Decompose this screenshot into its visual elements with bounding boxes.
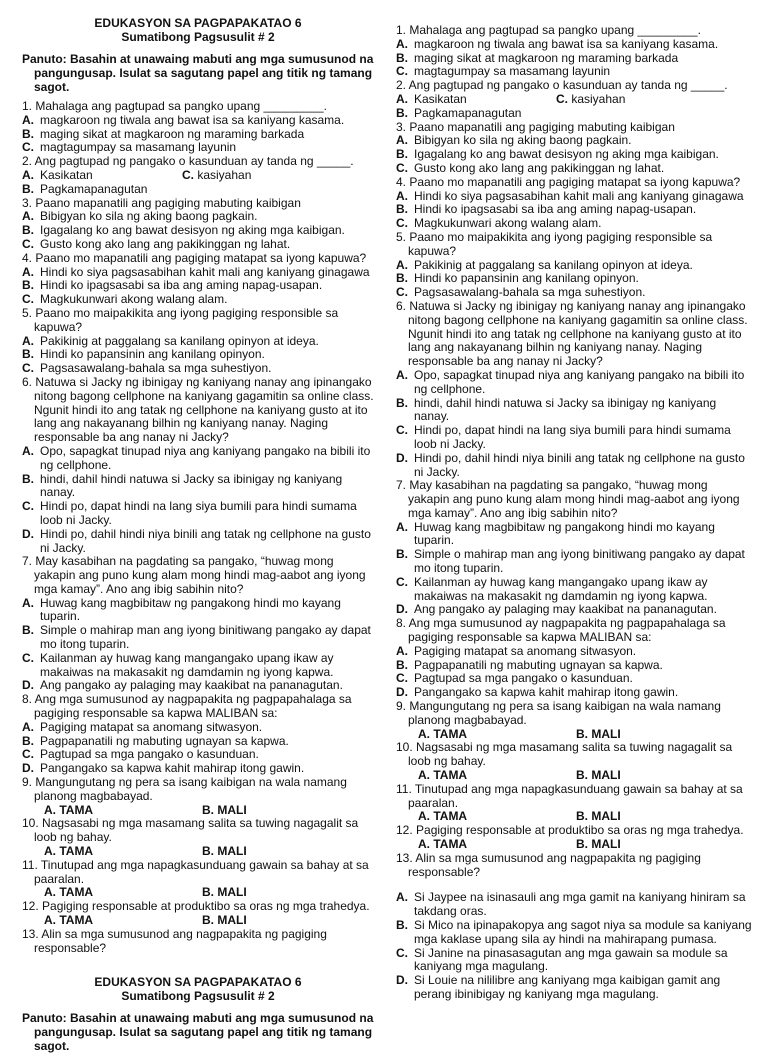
- option-b: B. Hindi ko ipagsasabi sa iba ang aming napag-usapan.: [396, 202, 697, 217]
- option-b: B. Pagkamapanagutan: [396, 105, 522, 120]
- question-1: 1. Mahalaga ang pagtupad sa pangko upang _________.: [396, 23, 701, 37]
- option-b: B. hindi, dahil hindi natuwa si Jacky sa ibinigay ng kaniyang nanay.: [396, 395, 717, 424]
- option-c: C. Si Janine na pinasasagutan ang mga gawain sa module sa kaniyang mga magulang.: [396, 945, 728, 974]
- option-b: B. Pagkamapanagutan: [22, 181, 148, 196]
- option-d: D. Hindi po, dahil hindi niya binili ang tatak ng cellphone na gusto ni Jacky.: [22, 526, 371, 555]
- option-row-a-c: A. Kasikatan C. kasiyahan: [22, 167, 252, 182]
- option-c: C. Hindi po, dapat hindi na lang siya bumili para hindi sumama loob ni Jacky.: [22, 499, 357, 527]
- exam-title: EDUKASYON SA PAGPAPAKATAO 6: [94, 16, 302, 30]
- option-b: B. Hindi ko ipagsasabi sa iba ang aming napag-usapan.: [22, 278, 323, 293]
- exam-subtitle: Sumatibong Pagsusulit # 2: [121, 30, 275, 44]
- option-c: C. Pagsasawalang-bahala sa mga suhestiyon.: [396, 285, 646, 300]
- question-2: 2. Ang pagtupad ng pangako o kasunduan ay tanda ng _____.: [396, 78, 728, 93]
- question-12: 12. Pagiging responsable at produktibo sa oras ng mga trahedya.: [22, 899, 370, 914]
- option-d: D. Ang pangako ay palaging may kaakibat na pananagutan.: [22, 678, 343, 693]
- question-11: 11. Tinutupad ang mga napagkasunduang gawain sa bahay at sa paaralan.: [396, 781, 743, 810]
- question-5: 5. Paano mo maipakikita ang iyong pagiging responsible sa kapuwa?: [396, 229, 713, 258]
- option-d: D. Ang pangako ay palaging may kaakibat na pananagutan.: [396, 602, 717, 617]
- question-1: 1. Mahalaga ang pagtupad sa pangko upang _________.: [22, 99, 327, 113]
- question-2: 2. Ang pagtupad ng pangako o kasunduan ay tanda ng _____.: [22, 154, 354, 169]
- option-d: D. Pangangako sa kapwa kahit mahirap itong gawin.: [396, 685, 679, 700]
- option-a: A. Pagiging matapat sa anomang sitwasyon.: [396, 643, 637, 658]
- option-a: A. Pakikinig at paggalang sa kanilang opinyon at ideya.: [22, 333, 319, 348]
- option-c: C. magtagumpay sa masamang layunin: [22, 140, 237, 155]
- option-a: A. Opo, sapagkat tinupad niya ang kaniyang pangako na bibili ito ng cellphone.: [396, 367, 745, 396]
- question-4: 4. Paano mo mapanatili ang pagiging matapat sa iyong kapuwa?: [22, 250, 367, 265]
- true-false-options: A. TAMA B. MALI: [44, 844, 247, 859]
- question-11: 11. Tinutupad ang mga napagkasunduang gawain sa bahay at sa paaralan.: [22, 857, 369, 886]
- option-b: B. Simple o mahirap man ang iyong binitiwang pangako ay dapat mo itong tuparin.: [22, 623, 371, 652]
- question-8: 8. Ang mga sumusunod ay nagpapakita ng pagpapahalaga sa pagiging responsable sa kapwa MALIBAN sa:: [22, 692, 352, 721]
- true-false-options: A. TAMA B. MALI: [44, 885, 247, 900]
- instructions: Panuto: Basahin at unawaing mabuti ang mga sumusunod na pangungusap. Isulat sa sagutang papel ang titik ng tamang sagot.: [22, 52, 374, 94]
- question-7: 7. May kasabihan na pagdating sa pangako, “huwag mong yakapin ang puno kung alam mong hindi mag-aabot ang iyong mga kamay”. Ano ang ibig sabihin nito?: [22, 554, 366, 596]
- option-d: D. Si Louie na nililibre ang kaniyang mga kaibigan gamit ang perang ibinibigay ng kaniyang mga magulang.: [396, 973, 721, 1001]
- question-10: 10. Nagsasabi ng mga masamang salita sa tuwing nagagalit sa loob ng bahay.: [396, 740, 733, 769]
- question-13: 13. Alin sa mga sumusunod ang nagpapakita ng pagiging responsable?: [396, 850, 701, 879]
- option-a: A. magkaroon ng tiwala ang bawat isa sa kaniyang kasama.: [396, 36, 719, 51]
- option-a: A. Pakikinig at paggalang sa kanilang opinyon at ideya.: [396, 257, 693, 272]
- instructions-repeat: Panuto: Basahin at unawaing mabuti ang mga sumusunod na pangungusap. Isulat sa sagutang papel ang titik ng tamang sagot.: [22, 1011, 374, 1054]
- option-c: C. Pagsasawalang-bahala sa mga suhestiyon.: [22, 361, 272, 376]
- true-false-options: A. TAMA B. MALI: [418, 809, 621, 824]
- question-10: 10. Nagsasabi ng mga masamang salita sa tuwing nagagalit sa loob ng bahay.: [22, 816, 359, 845]
- option-b: B. Igagalang ko ang bawat desisyon ng aking mga kaibigan.: [22, 223, 345, 238]
- question-7: 7. May kasabihan na pagdating sa pangako, “huwag mong yakapin ang puno kung alam mong hindi mag-aabot ang iyong mga kamay”. Ano ang ibig sabihin nito?: [396, 478, 740, 520]
- option-b: B. maging sikat at magkaroon ng maraming barkada: [396, 50, 679, 65]
- option-a: A. Opo, sapagkat tinupad niya ang kaniyang pangako na bibili ito ng cellphone.: [22, 443, 371, 472]
- option-c: C. Magkukunwari akong walang alam.: [22, 292, 228, 307]
- option-c: C. Kailanman ay huwag kang mangangako upang ikaw ay makaiwas na makasakit ng damdamin ng iyong kapwa.: [22, 650, 334, 679]
- true-false-options: A. TAMA B. MALI: [418, 768, 621, 783]
- option-a: A. Huwag kang magbibitaw ng pangakong hindi mo kayang tuparin.: [396, 519, 715, 548]
- question-12: 12. Pagiging responsable at produktibo sa oras ng mga trahedya.: [396, 823, 744, 838]
- question-3: 3. Paano mapanatili ang pagiging mabuting kaibigan: [396, 119, 675, 134]
- option-b: B. Pagpapanatili ng mabuting ugnayan sa kapwa.: [22, 733, 289, 748]
- option-c: C. Pagtupad sa mga pangako o kasunduan.: [22, 747, 259, 762]
- option-c: C. magtagumpay sa masamang layunin: [396, 64, 611, 79]
- option-c: C. Gusto kong ako lang ang pakikinggan ng lahat.: [396, 160, 665, 175]
- left-column: [22, 0, 374, 1059]
- option-c: C. Gusto kong ako lang ang pakikinggan ng lahat.: [22, 236, 291, 251]
- question-8: 8. Ang mga sumusunod ay nagpapakita ng pagpapahalaga sa pagiging responsable sa kapwa MALIBAN sa:: [396, 616, 726, 645]
- question-4: 4. Paano mo mapanatili ang pagiging matapat sa iyong kapuwa?: [396, 174, 741, 189]
- question-6: 6. Natuwa si Jacky ng ibinigay ng kaniyang nanay ang ipinangako nitong bagong cellphone na kaniyang gagamitin sa online class. Ngunit hindi ito ang tatak ng cellphone na kaniyang gusto at ito lang ang nakayanang bilhin ng kaniyang nanay. Naging responsable ba ang nanay ni Jacky?: [22, 374, 374, 445]
- option-c: C. Hindi po, dapat hindi na lang siya bumili para hindi sumama loob ni Jacky.: [396, 423, 731, 451]
- option-b: B. Hindi ko papansinin ang kanilang opinyon.: [22, 347, 265, 362]
- option-a: A. Huwag kang magbibitaw ng pangakong hindi mo kayang tuparin.: [22, 595, 341, 624]
- option-d: D. Pangangako sa kapwa kahit mahirap itong gawin.: [22, 761, 305, 776]
- question-9: 9. Mangungutang ng pera sa isang kaibigan na wala namang planong magbabayad.: [396, 699, 721, 727]
- option-a: A. magkaroon ng tiwala ang bawat isa sa kaniyang kasama.: [22, 112, 345, 127]
- option-c: C. Kailanman ay huwag kang mangangako upang ikaw ay makaiwas na makasakit ng damdamin ng iyong kapwa.: [396, 574, 708, 603]
- question-3: 3. Paano mapanatili ang pagiging mabuting kaibigan: [22, 195, 301, 210]
- option-b: B. Hindi ko papansinin ang kanilang opinyon.: [396, 271, 639, 286]
- question-6: 6. Natuwa si Jacky ng ibinigay ng kaniyang nanay ang ipinangako nitong bagong cellphone na kaniyang gagamitin sa online class. Ngunit hindi ito ang tatak ng cellphone na kaniyang gusto at ito lang ang nakayanang bilhin ng kaniyang nanay. Naging responsable ba ang nanay ni Jacky?: [396, 298, 748, 369]
- option-b: B. Si Mico na ipinapakopya ang sagot niya sa module sa kaniyang mga kaklase upang sila ay hindi na mahirapang pumasa.: [396, 918, 752, 946]
- question-5: 5. Paano mo maipakikita ang iyong pagiging responsible sa kapuwa?: [22, 305, 339, 334]
- option-b: B. Simple o mahirap man ang iyong binitiwang pangako ay dapat mo itong tuparin.: [396, 547, 745, 576]
- option-a: A. Hindi ko siya pagsasabihan kahit mali ang kaniyang ginagawa: [396, 188, 744, 203]
- option-a: A. Hindi ko siya pagsasabihan kahit mali ang kaniyang ginagawa: [22, 264, 370, 279]
- exam-title-repeat: EDUKASYON SA PAGPAPAKATAO 6: [94, 975, 302, 990]
- option-c: C. Pagtupad sa mga pangako o kasunduan.: [396, 671, 633, 686]
- right-column: [396, 0, 752, 1002]
- option-row-a-c: A. Kasikatan C. kasiyahan: [396, 91, 626, 106]
- option-a: A. Bibigyan ko sila ng aking baong pagkain.: [22, 209, 258, 224]
- exam-subtitle-repeat: Sumatibong Pagsusulit # 2: [121, 989, 275, 1004]
- question-13: 13. Alin sa mga sumusunod ang nagpapakita ng pagiging responsable?: [22, 926, 327, 955]
- option-b: B. Igagalang ko ang bawat desisyon ng aking mga kaibigan.: [396, 147, 719, 162]
- option-b: B. maging sikat at magkaroon ng maraming barkada: [22, 126, 305, 141]
- option-a: A. Si Jaypee na isinasauli ang mga gamit na kaniyang hiniram sa takdang oras.: [396, 890, 746, 919]
- option-a: A. Bibigyan ko sila ng aking baong pagkain.: [396, 133, 632, 148]
- option-b: B. hindi, dahil hindi natuwa si Jacky sa ibinigay ng kaniyang nanay.: [22, 471, 343, 500]
- true-false-options: A. TAMA B. MALI: [44, 802, 247, 817]
- option-d: D. Hindi po, dahil hindi niya binili ang tatak ng cellphone na gusto ni Jacky.: [396, 450, 745, 479]
- option-b: B. Pagpapanatili ng mabuting ugnayan sa kapwa.: [396, 657, 663, 672]
- true-false-options: A. TAMA B. MALI: [418, 726, 621, 741]
- option-a: A. Pagiging matapat sa anomang sitwasyon.: [22, 719, 263, 734]
- true-false-options: A. TAMA B. MALI: [44, 913, 247, 928]
- true-false-options: A. TAMA B. MALI: [418, 837, 621, 852]
- option-c: C. Magkukunwari akong walang alam.: [396, 216, 602, 231]
- question-9: 9. Mangungutang ng pera sa isang kaibigan na wala namang planong magbabayad.: [22, 775, 347, 803]
